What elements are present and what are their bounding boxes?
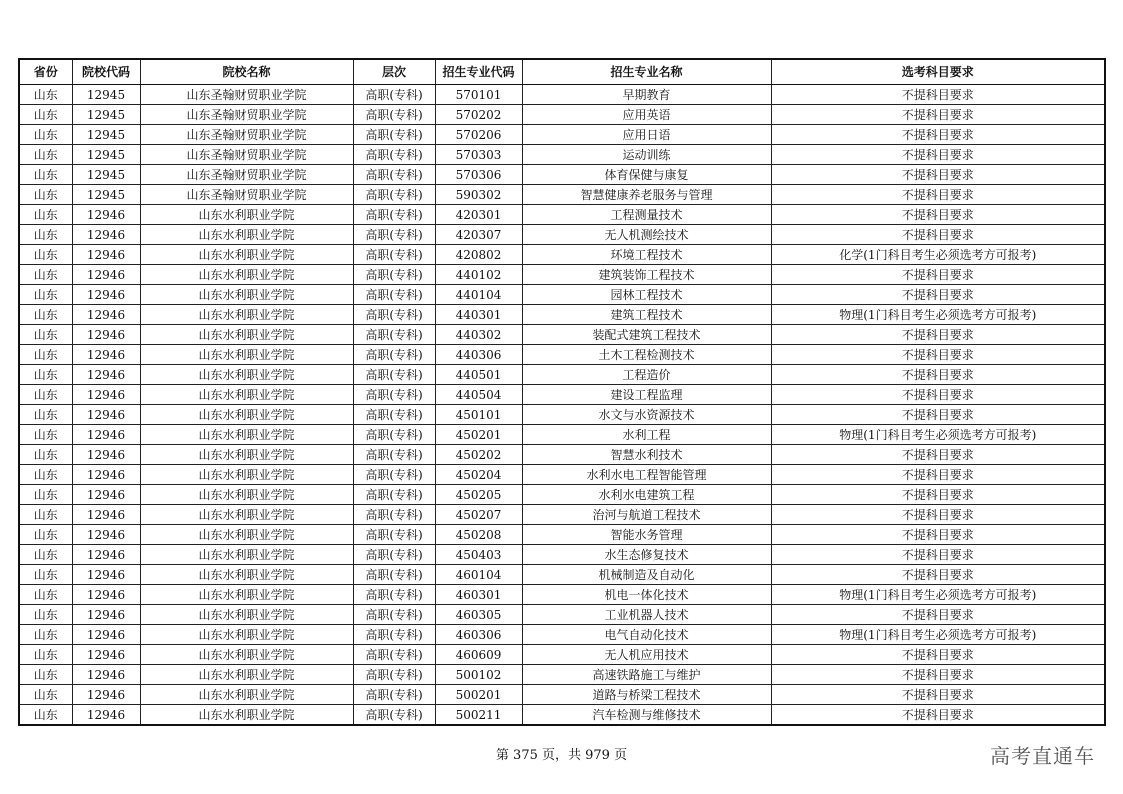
cell-major-code: 420301	[435, 205, 522, 225]
cell-level: 高职(专科)	[353, 505, 435, 525]
cell-subject-requirement: 化学(1门科目考生必须选考方可报考)	[771, 245, 1105, 265]
cell-school-code: 12946	[72, 685, 140, 705]
cell-subject-requirement: 不提科目要求	[771, 665, 1105, 685]
cell-province: 山东	[19, 525, 72, 545]
cell-major-name: 道路与桥梁工程技术	[522, 685, 771, 705]
cell-school-name: 山东水利职业学院	[140, 585, 353, 605]
cell-major-name: 园林工程技术	[522, 285, 771, 305]
cell-level: 高职(专科)	[353, 325, 435, 345]
cell-major-name: 建筑装饰工程技术	[522, 265, 771, 285]
cell-level: 高职(专科)	[353, 145, 435, 165]
cell-province: 山东	[19, 165, 72, 185]
cell-school-name: 山东水利职业学院	[140, 305, 353, 325]
table-header	[19, 59, 1105, 85]
table-row	[19, 305, 1105, 325]
header-row	[19, 59, 1105, 85]
cell-level: 高职(专科)	[353, 545, 435, 565]
cell-subject-requirement: 不提科目要求	[771, 345, 1105, 365]
cell-province: 山东	[19, 565, 72, 585]
cell-subject-requirement: 不提科目要求	[771, 705, 1105, 726]
cell-subject-requirement: 物理(1门科目考生必须选考方可报考)	[771, 425, 1105, 445]
cell-major-code: 450205	[435, 485, 522, 505]
cell-level: 高职(专科)	[353, 665, 435, 685]
cell-province: 山东	[19, 685, 72, 705]
cell-school-code: 12945	[72, 185, 140, 205]
cell-school-code: 12946	[72, 405, 140, 425]
cell-province: 山东	[19, 605, 72, 625]
cell-major-code: 450204	[435, 465, 522, 485]
cell-level: 高职(专科)	[353, 525, 435, 545]
cell-province: 山东	[19, 465, 72, 485]
cell-major-name: 智能水务管理	[522, 525, 771, 545]
table-row	[19, 465, 1105, 485]
table-row	[19, 225, 1105, 245]
cell-province: 山东	[19, 305, 72, 325]
cell-school-name: 山东水利职业学院	[140, 465, 353, 485]
cell-province: 山东	[19, 545, 72, 565]
cell-subject-requirement: 不提科目要求	[771, 165, 1105, 185]
cell-level: 高职(专科)	[353, 365, 435, 385]
cell-major-code: 440104	[435, 285, 522, 305]
cell-major-code: 440306	[435, 345, 522, 365]
admission-table	[18, 58, 1106, 726]
header-subject-requirement: 选考科目要求	[771, 59, 1105, 85]
cell-subject-requirement: 不提科目要求	[771, 565, 1105, 585]
table-row	[19, 625, 1105, 645]
page-number: 第 375 页，共 979 页	[495, 748, 628, 763]
cell-major-code: 590302	[435, 185, 522, 205]
cell-major-name: 水利水电工程智能管理	[522, 465, 771, 485]
cell-major-code: 440302	[435, 325, 522, 345]
cell-level: 高职(专科)	[353, 605, 435, 625]
cell-province: 山东	[19, 425, 72, 445]
cell-level: 高职(专科)	[353, 405, 435, 425]
cell-level: 高职(专科)	[353, 385, 435, 405]
cell-level: 高职(专科)	[353, 465, 435, 485]
cell-subject-requirement: 不提科目要求	[771, 185, 1105, 205]
cell-school-name: 山东水利职业学院	[140, 525, 353, 545]
cell-major-name: 水生态修复技术	[522, 545, 771, 565]
header-school-code: 院校代码	[72, 59, 140, 85]
cell-major-name: 早期教育	[522, 85, 771, 105]
cell-major-name: 机械制造及自动化	[522, 565, 771, 585]
cell-level: 高职(专科)	[353, 565, 435, 585]
cell-subject-requirement: 不提科目要求	[771, 145, 1105, 165]
cell-school-code: 12945	[72, 105, 140, 125]
cell-level: 高职(专科)	[353, 265, 435, 285]
cell-province: 山东	[19, 385, 72, 405]
cell-subject-requirement: 不提科目要求	[771, 365, 1105, 385]
cell-major-code: 500211	[435, 705, 522, 726]
header-province: 省份	[19, 59, 72, 85]
cell-school-name: 山东水利职业学院	[140, 265, 353, 285]
cell-school-code: 12946	[72, 345, 140, 365]
cell-subject-requirement: 物理(1门科目考生必须选考方可报考)	[771, 585, 1105, 605]
cell-major-name: 智慧水利技术	[522, 445, 771, 465]
table-row	[19, 565, 1105, 585]
cell-major-name: 机电一体化技术	[522, 585, 771, 605]
cell-school-code: 12946	[72, 265, 140, 285]
cell-subject-requirement: 不提科目要求	[771, 445, 1105, 465]
cell-province: 山东	[19, 245, 72, 265]
cell-major-code: 450202	[435, 445, 522, 465]
cell-subject-requirement: 不提科目要求	[771, 465, 1105, 485]
cell-subject-requirement: 不提科目要求	[771, 405, 1105, 425]
cell-school-name: 山东水利职业学院	[140, 665, 353, 685]
cell-school-name: 山东水利职业学院	[140, 685, 353, 705]
cell-level: 高职(专科)	[353, 585, 435, 605]
cell-province: 山东	[19, 345, 72, 365]
cell-level: 高职(专科)	[353, 705, 435, 726]
cell-major-code: 460301	[435, 585, 522, 605]
cell-major-name: 水文与水资源技术	[522, 405, 771, 425]
cell-school-code: 12946	[72, 485, 140, 505]
cell-subject-requirement: 物理(1门科目考生必须选考方可报考)	[771, 625, 1105, 645]
cell-school-code: 12946	[72, 205, 140, 225]
cell-major-name: 水利水电建筑工程	[522, 485, 771, 505]
table-row	[19, 525, 1105, 545]
cell-major-code: 450208	[435, 525, 522, 545]
table-row	[19, 125, 1105, 145]
table-row	[19, 425, 1105, 445]
cell-province: 山东	[19, 125, 72, 145]
table-row	[19, 285, 1105, 305]
cell-school-name: 山东水利职业学院	[140, 445, 353, 465]
table-row	[19, 545, 1105, 565]
cell-school-name: 山东水利职业学院	[140, 245, 353, 265]
table-row	[19, 265, 1105, 285]
cell-major-name: 工程测量技术	[522, 205, 771, 225]
cell-province: 山东	[19, 265, 72, 285]
cell-school-name: 山东水利职业学院	[140, 645, 353, 665]
cell-school-code: 12945	[72, 125, 140, 145]
cell-major-code: 500201	[435, 685, 522, 705]
table-row	[19, 405, 1105, 425]
table-row	[19, 325, 1105, 345]
cell-level: 高职(专科)	[353, 85, 435, 105]
cell-subject-requirement: 不提科目要求	[771, 545, 1105, 565]
cell-province: 山东	[19, 585, 72, 605]
cell-level: 高职(专科)	[353, 445, 435, 465]
cell-major-name: 建筑工程技术	[522, 305, 771, 325]
cell-subject-requirement: 不提科目要求	[771, 525, 1105, 545]
cell-school-code: 12946	[72, 705, 140, 726]
table-row	[19, 385, 1105, 405]
cell-school-code: 12946	[72, 665, 140, 685]
cell-major-name: 无人机应用技术	[522, 645, 771, 665]
cell-school-name: 山东水利职业学院	[140, 505, 353, 525]
cell-subject-requirement: 不提科目要求	[771, 205, 1105, 225]
cell-major-name: 体育保健与康复	[522, 165, 771, 185]
cell-level: 高职(专科)	[353, 125, 435, 145]
table-row	[19, 445, 1105, 465]
cell-level: 高职(专科)	[353, 205, 435, 225]
cell-level: 高职(专科)	[353, 225, 435, 245]
table-row	[19, 105, 1105, 125]
cell-province: 山东	[19, 705, 72, 726]
cell-school-name: 山东圣翰财贸职业学院	[140, 185, 353, 205]
cell-major-code: 420802	[435, 245, 522, 265]
cell-level: 高职(专科)	[353, 105, 435, 125]
cell-major-name: 汽车检测与维修技术	[522, 705, 771, 726]
cell-school-name: 山东水利职业学院	[140, 425, 353, 445]
cell-province: 山东	[19, 145, 72, 165]
cell-level: 高职(专科)	[353, 645, 435, 665]
cell-major-code: 440301	[435, 305, 522, 325]
cell-major-name: 高速铁路施工与维护	[522, 665, 771, 685]
cell-school-name: 山东水利职业学院	[140, 285, 353, 305]
cell-province: 山东	[19, 405, 72, 425]
cell-province: 山东	[19, 105, 72, 125]
cell-school-name: 山东水利职业学院	[140, 405, 353, 425]
cell-major-code: 460104	[435, 565, 522, 585]
cell-subject-requirement: 不提科目要求	[771, 105, 1105, 125]
cell-school-code: 12945	[72, 165, 140, 185]
cell-school-code: 12946	[72, 465, 140, 485]
cell-school-code: 12946	[72, 285, 140, 305]
cell-major-name: 应用英语	[522, 105, 771, 125]
cell-major-name: 土木工程检测技术	[522, 345, 771, 365]
cell-major-code: 570202	[435, 105, 522, 125]
cell-school-code: 12946	[72, 545, 140, 565]
cell-school-code: 12946	[72, 385, 140, 405]
cell-subject-requirement: 不提科目要求	[771, 125, 1105, 145]
cell-school-code: 12946	[72, 365, 140, 385]
cell-major-code: 440504	[435, 385, 522, 405]
cell-major-name: 治河与航道工程技术	[522, 505, 771, 525]
cell-level: 高职(专科)	[353, 425, 435, 445]
table-row	[19, 665, 1105, 685]
cell-major-code: 570306	[435, 165, 522, 185]
table-row	[19, 145, 1105, 165]
cell-school-code: 12945	[72, 85, 140, 105]
table-row	[19, 185, 1105, 205]
cell-subject-requirement: 不提科目要求	[771, 225, 1105, 245]
cell-major-code: 450101	[435, 405, 522, 425]
table-row	[19, 205, 1105, 225]
cell-school-code: 12946	[72, 305, 140, 325]
cell-major-name: 工业机器人技术	[522, 605, 771, 625]
table-row	[19, 365, 1105, 385]
cell-major-code: 440501	[435, 365, 522, 385]
cell-major-code: 500102	[435, 665, 522, 685]
cell-school-name: 山东水利职业学院	[140, 365, 353, 385]
cell-school-code: 12946	[72, 425, 140, 445]
cell-major-name: 运动训练	[522, 145, 771, 165]
table-row	[19, 245, 1105, 265]
cell-school-name: 山东水利职业学院	[140, 605, 353, 625]
cell-school-code: 12945	[72, 145, 140, 165]
cell-school-name: 山东水利职业学院	[140, 205, 353, 225]
cell-province: 山东	[19, 185, 72, 205]
cell-school-name: 山东水利职业学院	[140, 565, 353, 585]
table-row	[19, 505, 1105, 525]
cell-level: 高职(专科)	[353, 625, 435, 645]
cell-school-name: 山东水利职业学院	[140, 385, 353, 405]
cell-school-name: 山东水利职业学院	[140, 225, 353, 245]
cell-province: 山东	[19, 625, 72, 645]
cell-level: 高职(专科)	[353, 305, 435, 325]
cell-subject-requirement: 不提科目要求	[771, 645, 1105, 665]
cell-subject-requirement: 不提科目要求	[771, 285, 1105, 305]
header-school-name: 院校名称	[140, 59, 353, 85]
cell-province: 山东	[19, 645, 72, 665]
cell-major-name: 应用日语	[522, 125, 771, 145]
cell-school-code: 12946	[72, 225, 140, 245]
table-row	[19, 585, 1105, 605]
cell-school-code: 12946	[72, 525, 140, 545]
cell-major-code: 460306	[435, 625, 522, 645]
cell-school-code: 12946	[72, 565, 140, 585]
cell-school-name: 山东圣翰财贸职业学院	[140, 125, 353, 145]
header-level: 层次	[353, 59, 435, 85]
cell-subject-requirement: 不提科目要求	[771, 325, 1105, 345]
cell-school-code: 12946	[72, 245, 140, 265]
cell-major-name: 装配式建筑工程技术	[522, 325, 771, 345]
cell-major-code: 420307	[435, 225, 522, 245]
cell-major-code: 460609	[435, 645, 522, 665]
table-row	[19, 85, 1105, 105]
cell-major-name: 环境工程技术	[522, 245, 771, 265]
cell-level: 高职(专科)	[353, 245, 435, 265]
cell-province: 山东	[19, 85, 72, 105]
table-row	[19, 485, 1105, 505]
cell-major-name: 水利工程	[522, 425, 771, 445]
cell-major-code: 450207	[435, 505, 522, 525]
table-row	[19, 705, 1105, 726]
cell-province: 山东	[19, 285, 72, 305]
cell-major-name: 建设工程监理	[522, 385, 771, 405]
cell-province: 山东	[19, 485, 72, 505]
cell-major-code: 440102	[435, 265, 522, 285]
table-row	[19, 345, 1105, 365]
cell-school-name: 山东水利职业学院	[140, 485, 353, 505]
cell-level: 高职(专科)	[353, 485, 435, 505]
cell-subject-requirement: 不提科目要求	[771, 385, 1105, 405]
cell-subject-requirement: 不提科目要求	[771, 265, 1105, 285]
cell-major-name: 无人机测绘技术	[522, 225, 771, 245]
cell-school-name: 山东水利职业学院	[140, 705, 353, 726]
cell-school-name: 山东圣翰财贸职业学院	[140, 85, 353, 105]
cell-school-name: 山东圣翰财贸职业学院	[140, 165, 353, 185]
table-row	[19, 685, 1105, 705]
cell-school-code: 12946	[72, 445, 140, 465]
cell-subject-requirement: 物理(1门科目考生必须选考方可报考)	[771, 305, 1105, 325]
cell-school-name: 山东水利职业学院	[140, 325, 353, 345]
cell-subject-requirement: 不提科目要求	[771, 85, 1105, 105]
cell-major-code: 570101	[435, 85, 522, 105]
table-row	[19, 645, 1105, 665]
cell-major-name: 工程造价	[522, 365, 771, 385]
cell-province: 山东	[19, 665, 72, 685]
cell-school-code: 12946	[72, 505, 140, 525]
cell-school-code: 12946	[72, 325, 140, 345]
cell-subject-requirement: 不提科目要求	[771, 485, 1105, 505]
table-row	[19, 605, 1105, 625]
cell-province: 山东	[19, 365, 72, 385]
cell-province: 山东	[19, 325, 72, 345]
cell-level: 高职(专科)	[353, 285, 435, 305]
cell-level: 高职(专科)	[353, 345, 435, 365]
cell-school-name: 山东水利职业学院	[140, 625, 353, 645]
cell-subject-requirement: 不提科目要求	[771, 605, 1105, 625]
cell-major-code: 460305	[435, 605, 522, 625]
cell-school-code: 12946	[72, 625, 140, 645]
cell-major-code: 570206	[435, 125, 522, 145]
cell-major-code: 570303	[435, 145, 522, 165]
cell-major-code: 450201	[435, 425, 522, 445]
cell-major-name: 智慧健康养老服务与管理	[522, 185, 771, 205]
cell-major-code: 450403	[435, 545, 522, 565]
cell-level: 高职(专科)	[353, 165, 435, 185]
table-body	[19, 85, 1105, 726]
cell-school-name: 山东水利职业学院	[140, 545, 353, 565]
cell-level: 高职(专科)	[353, 185, 435, 205]
cell-subject-requirement: 不提科目要求	[771, 685, 1105, 705]
header-major-name: 招生专业名称	[522, 59, 771, 85]
cell-province: 山东	[19, 205, 72, 225]
cell-major-name: 电气自动化技术	[522, 625, 771, 645]
cell-school-name: 山东水利职业学院	[140, 345, 353, 365]
cell-school-code: 12946	[72, 585, 140, 605]
cell-school-code: 12946	[72, 645, 140, 665]
cell-province: 山东	[19, 225, 72, 245]
table-row	[19, 165, 1105, 185]
cell-province: 山东	[19, 445, 72, 465]
cell-school-name: 山东圣翰财贸职业学院	[140, 145, 353, 165]
watermark-logo-text: 高考直通车	[990, 744, 1095, 768]
cell-subject-requirement: 不提科目要求	[771, 505, 1105, 525]
cell-school-name: 山东圣翰财贸职业学院	[140, 105, 353, 125]
cell-school-code: 12946	[72, 605, 140, 625]
header-major-code: 招生专业代码	[435, 59, 522, 85]
cell-province: 山东	[19, 505, 72, 525]
cell-level: 高职(专科)	[353, 685, 435, 705]
